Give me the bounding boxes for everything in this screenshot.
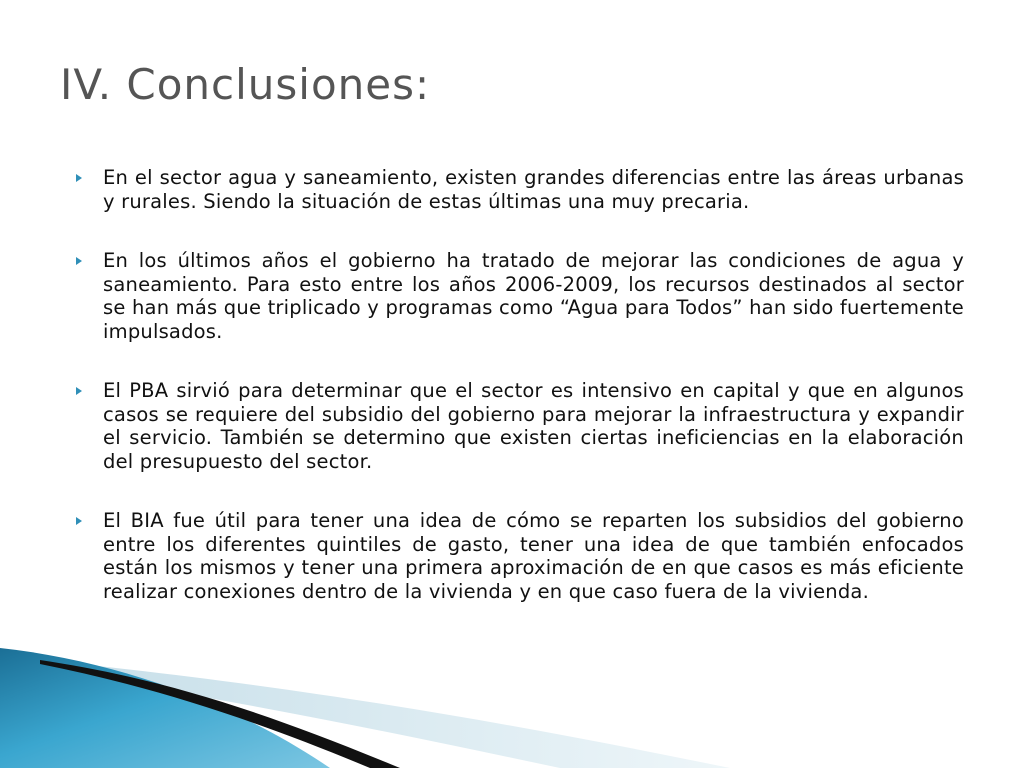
bullet-item [74, 509, 964, 603]
bullet-item [74, 379, 964, 473]
bullet-text: El BIA fue útil para tener una idea de cómo se reparten los subsidios del gobierno entre los diferentes quintiles de gasto, tener una idea de que también enfocados están los mismos y tener una primera aproximación de en que casos es más eficiente realizar conexiones dentro de la vivienda y en que caso fuera de la vivienda. [103, 509, 964, 603]
triangle-bullet-icon [74, 379, 103, 403]
bullet-list [74, 166, 964, 639]
slide-title: IV. Conclusiones: [60, 60, 431, 109]
triangle-bullet-icon [74, 166, 103, 190]
bullet-text: En el sector agua y saneamiento, existen grandes diferencias entre las áreas urbanas y rurales. Siendo la situación de estas últimas una muy precaria. [103, 166, 964, 213]
bullet-text: El PBA sirvió para determinar que el sector es intensivo en capital y que en algunos casos se requiere del subsidio del gobierno para mejorar la infraestructura y expandir el servicio. También se determino que existen ciertas ineficiencias en la elaboración del presupuesto del sector. [103, 379, 964, 473]
corner-wave-decoration [0, 630, 1024, 768]
bullet-text: En los últimos años el gobierno ha tratado de mejorar las condiciones de agua y saneamiento. Para esto entre los años 2006-2009, los recursos destinados al sector se han más que triplicado y programas como “Agua para Todos” han sido fuertemente impulsados. [103, 249, 964, 343]
bullet-item [74, 166, 964, 213]
triangle-bullet-icon [74, 249, 103, 273]
triangle-bullet-icon [74, 509, 103, 533]
bullet-item [74, 249, 964, 343]
